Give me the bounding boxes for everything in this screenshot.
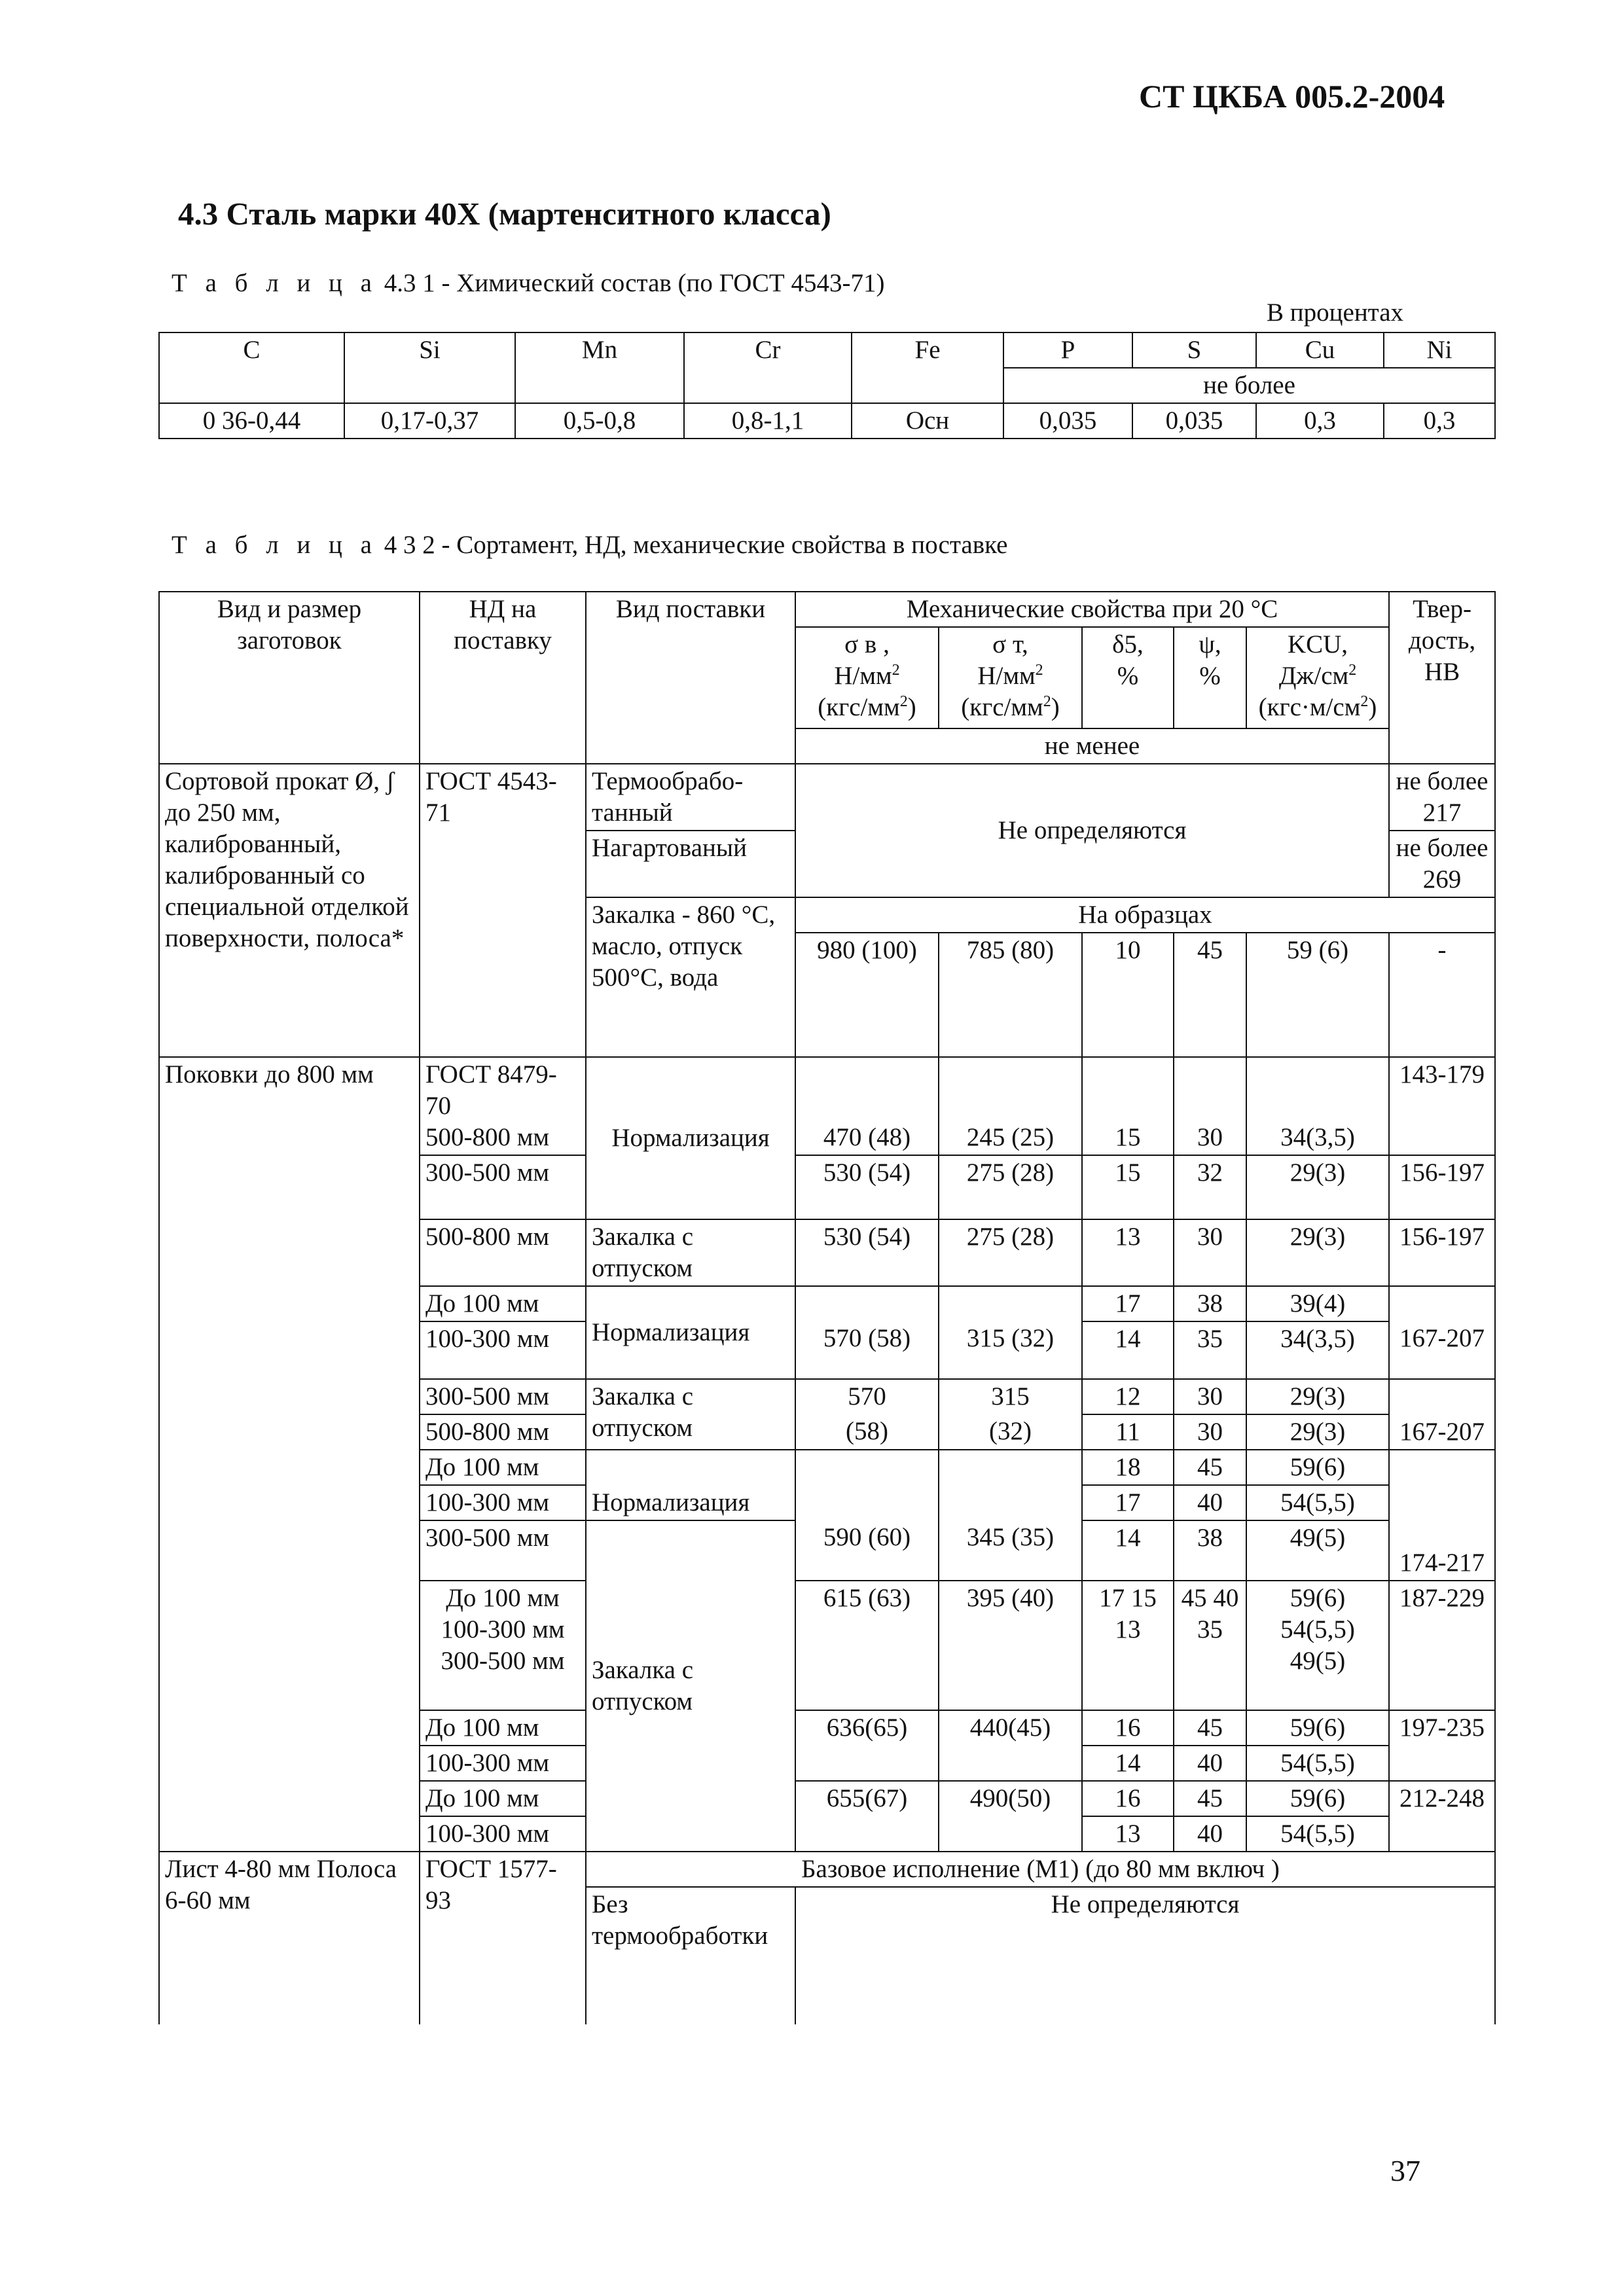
g2-cell: 59(6) [1246, 1710, 1389, 1746]
g2-size: До 100 мм [420, 1450, 586, 1485]
g2-cell: 13 [1082, 1219, 1174, 1286]
t1-header-fe: Fe [852, 332, 1003, 403]
g2-cell [1389, 1746, 1495, 1781]
g2-cell: 167-207 [1389, 1321, 1495, 1379]
t1-limit-label: не более [1003, 368, 1495, 403]
g2-cell: 14 [1082, 1321, 1174, 1379]
g2-cell: 45 40 35 [1174, 1581, 1246, 1710]
g2-size: 500-800 мм [420, 1414, 586, 1450]
table2-caption-prefix: Т а б л и ц а [171, 531, 378, 559]
g2-cell: 17 [1082, 1485, 1174, 1520]
g2-size: 300-500 мм [420, 1155, 586, 1219]
g2-cell: 54(5,5) [1246, 1746, 1389, 1781]
g2-cell: 395 (40) [939, 1581, 1082, 1710]
g2-cell: 615 (63) [795, 1581, 939, 1710]
g2-cell: 29(3) [1246, 1414, 1389, 1450]
g2-cell [939, 1450, 1082, 1485]
g1-hb-heat: не более 217 [1389, 764, 1495, 831]
g2-cell: 245 (25) [939, 1057, 1082, 1155]
chemical-composition-table [158, 332, 1496, 439]
g1-sigma-t: 785 (80) [939, 933, 1082, 1057]
t2-header-supply: Вид поставки [586, 592, 795, 764]
g2-cell: 29(3) [1246, 1155, 1389, 1219]
table1-caption [171, 268, 884, 298]
g2-cell: 29(3) [1246, 1219, 1389, 1286]
g2-supply-3: Нормализация [586, 1286, 795, 1379]
t1-value-p: 0,035 [1003, 403, 1132, 439]
table-row [159, 403, 1495, 439]
g2-cell: 45 [1174, 1781, 1246, 1816]
g2-cell: 39(4) [1246, 1286, 1389, 1321]
t1-value-mn: 0,5-0,8 [515, 403, 684, 439]
g2-nd-r0 [420, 1057, 586, 1155]
t1-value-cr: 0,8-1,1 [684, 403, 852, 439]
g2-cell: 174-217 [1389, 1520, 1495, 1581]
g2-cell: 470 (48) [795, 1057, 939, 1155]
g2-cell: 14 [1082, 1746, 1174, 1781]
g2-cell: 30 [1174, 1057, 1246, 1155]
g2-cell: 18 [1082, 1450, 1174, 1485]
table1-caption-prefix: Т а б л и ц а [171, 269, 378, 297]
g2-size: 100-300 мм [420, 1746, 586, 1781]
t1-value-cu: 0,3 [1256, 403, 1384, 439]
t2-min-label: не менее [795, 728, 1389, 764]
g2-cell: 45 [1174, 1710, 1246, 1746]
g2-supply-6: Закалка с отпуском [586, 1520, 795, 1852]
g1-hb-cold: не более 269 [1389, 831, 1495, 897]
g1-on-samples: На образцах [795, 897, 1495, 933]
t2-header-sigma-t: σ т, $Н/мм^2$ $(кгс/мм^2)$ [939, 627, 1082, 728]
psi-unit: % [1199, 662, 1221, 690]
t2-header-mech: Механические свойства при 20 °С [795, 592, 1389, 627]
g2-cell: 59(6) 54(5,5) 49(5) [1246, 1581, 1389, 1710]
g2-size: 100-300 мм [420, 1816, 586, 1852]
g3-base: Базовое исполнение (М1) (до 80 мм включ ) [586, 1852, 1495, 1887]
g2-size: До 100 мм [420, 1286, 586, 1321]
g2-nd-head: ГОСТ 8479-70 [425, 1060, 557, 1120]
t1-header-mn: Mn [515, 332, 684, 403]
g2-cell: 590 (60) [795, 1520, 939, 1581]
g2-cell: 143-179 [1389, 1057, 1495, 1155]
g2-cell: 35 [1174, 1321, 1246, 1379]
g1-kind: Сортовой прокат Ø, ʃ до 250 мм, калиброванный, калиброванный со специальной отделкой поверхности, полоса* [159, 764, 420, 1057]
section-title: 4.3 Сталь марки 40Х (мартенситного класса) [178, 196, 831, 232]
g2-cell: 17 15 13 [1082, 1581, 1174, 1710]
t2-header-nd: НД на поставку [420, 592, 586, 764]
t2-header-delta [1082, 627, 1174, 728]
t2-header-hardness: Твер-дость, НВ [1389, 592, 1495, 764]
mechanical-properties-table [158, 591, 1496, 2024]
g1-sigma-b: 980 (100) [795, 933, 939, 1057]
g2-cell: 59(6) [1246, 1450, 1389, 1485]
g1-supply-cold: Нагартованый [586, 831, 795, 897]
g2-cell: 570 (58) [795, 1321, 939, 1379]
g2-cell: 34(3,5) [1246, 1057, 1389, 1155]
g2-cell: 11 [1082, 1414, 1174, 1450]
g2-supply-1: Нормализация [586, 1057, 795, 1219]
kcu-unit-kgs: (кгс·м/см [1258, 693, 1361, 721]
g2-cell: 34(3,5) [1246, 1321, 1389, 1379]
g2-size: До 100 мм [420, 1710, 586, 1746]
g2-cell: 29(3) [1246, 1379, 1389, 1414]
g2-cell [795, 1816, 939, 1852]
sigma-t-label: σ т, [992, 630, 1028, 658]
g2-supply-2: Закалка с отпуском [586, 1219, 795, 1286]
table1-unit-note: В процентах [1267, 298, 1404, 327]
g2-cell: 59(6) [1246, 1781, 1389, 1816]
t1-header-s: S [1132, 332, 1256, 368]
g2-cell [939, 1485, 1082, 1520]
t1-value-si: 0,17-0,37 [344, 403, 515, 439]
g2-cell: 345 (35) [939, 1520, 1082, 1581]
g2-cell: 636(65) [795, 1710, 939, 1746]
t1-value-c: 0 36-0,44 [159, 403, 344, 439]
standard-code: СТ ЦКБА 005.2-2004 [1139, 78, 1445, 115]
kcu-unit: Дж/см [1278, 662, 1349, 690]
g2-cell: 275 (28) [939, 1219, 1082, 1286]
g2-size: До 100 мм 100-300 мм 300-500 мм [420, 1581, 586, 1710]
g2-cell [795, 1286, 939, 1321]
g2-cell: 32 [1174, 1155, 1246, 1219]
t1-header-ni: Ni [1384, 332, 1495, 368]
g2-cell: 38 [1174, 1286, 1246, 1321]
g2-cell: 38 [1174, 1520, 1246, 1581]
t1-header-si: Si [344, 332, 515, 403]
g1-psi: 45 [1174, 933, 1246, 1057]
g2-size: 500-800 мм [420, 1219, 586, 1286]
g2-cell: 30 [1174, 1414, 1246, 1450]
g2-cell: 275 (28) [939, 1155, 1082, 1219]
g2-cell: 530 (54) [795, 1219, 939, 1286]
g2-cell: 315 (32) [939, 1321, 1082, 1379]
g2-cell: (58) [795, 1414, 939, 1450]
g2-cell: 212-248 [1389, 1781, 1495, 1816]
g2-cell: 40 [1174, 1746, 1246, 1781]
g2-cell: 156-197 [1389, 1219, 1495, 1286]
t2-header-kcu: KCU, $Дж/см^2$ $(кгс\cdot м/см^2)$ [1246, 627, 1389, 728]
g2-cell: 15 [1082, 1057, 1174, 1155]
g2-size: 100-300 мм [420, 1321, 586, 1379]
g2-cell: (32) [939, 1414, 1082, 1450]
g3-not-defined: Не определяются [795, 1887, 1495, 2024]
g2-cell: 30 [1174, 1379, 1246, 1414]
sigma-b-unit: Н/мм [834, 662, 892, 690]
g2-size: 100-300 мм [420, 1485, 586, 1520]
sigma-t-unit-kgs: (кгс/мм [961, 693, 1043, 721]
g2-cell: 167-207 [1389, 1414, 1495, 1450]
t2-header-kind: Вид и размер заготовок [159, 592, 420, 764]
g2-cell: 45 [1174, 1450, 1246, 1485]
t1-header-p: P [1003, 332, 1132, 368]
g2-cell [795, 1450, 939, 1485]
sigma-b-label: σ в , [844, 630, 890, 658]
g2-cell: 49(5) [1246, 1520, 1389, 1581]
page-number: 37 [1390, 2154, 1420, 2187]
g2-size: 300-500 мм [420, 1520, 586, 1581]
t1-header-c: C [159, 332, 344, 403]
g2-cell: 530 (54) [795, 1155, 939, 1219]
g2-cell: 440(45) [939, 1710, 1082, 1746]
g2-cell: 15 [1082, 1155, 1174, 1219]
g2-cell: 12 [1082, 1379, 1174, 1414]
g2-cell [939, 1286, 1082, 1321]
sigma-t-unit: Н/мм [977, 662, 1036, 690]
g2-cell: 40 [1174, 1485, 1246, 1520]
g2-cell: 14 [1082, 1520, 1174, 1581]
t1-value-s: 0,035 [1132, 403, 1256, 439]
table2-caption-text: 4 3 2 - Сортамент, НД, механические свойства в поставке [384, 531, 1008, 559]
g3-nd: ГОСТ 1577-93 [420, 1852, 586, 2024]
g1-nd: ГОСТ 4543-71 [420, 764, 586, 1057]
g2-kind: Поковки до 800 мм [159, 1057, 420, 1852]
g1-delta: 10 [1082, 933, 1174, 1057]
g2-cell [1389, 1379, 1495, 1414]
g2-cell [1389, 1450, 1495, 1485]
sigma-b-unit-kgs: (кгс/мм [818, 693, 900, 721]
g2-cell: 187-229 [1389, 1581, 1495, 1710]
t1-header-cu: Cu [1256, 332, 1384, 368]
g2-cell: 40 [1174, 1816, 1246, 1852]
g2-cell: 16 [1082, 1781, 1174, 1816]
delta-unit: % [1117, 662, 1139, 690]
t1-value-fe: Осн [852, 403, 1003, 439]
g3-supply: Без термообработки [586, 1887, 795, 2024]
g2-size: 300-500 мм [420, 1379, 586, 1414]
g2-cell: 54(5,5) [1246, 1816, 1389, 1852]
g2-cell: 315 [939, 1379, 1082, 1414]
g2-cell: 54(5,5) [1246, 1485, 1389, 1520]
g1-not-defined: Не определяются [795, 764, 1389, 897]
table2-caption [171, 530, 1007, 560]
g2-cell [1389, 1816, 1495, 1852]
g1-kcu: 59 (6) [1246, 933, 1389, 1057]
g2-cell: 490(50) [939, 1781, 1082, 1816]
g2-cell: 30 [1174, 1219, 1246, 1286]
g2-supply-5: Нормализация [586, 1450, 795, 1520]
t2-header-psi [1174, 627, 1246, 728]
delta-label: δ5, [1112, 630, 1144, 658]
g2-cell: 570 [795, 1379, 939, 1414]
g2-cell: 17 [1082, 1286, 1174, 1321]
g2-size: 500-800 мм [425, 1123, 550, 1151]
g2-cell [795, 1746, 939, 1781]
g2-cell: 655(67) [795, 1781, 939, 1816]
t1-header-cr: Cr [684, 332, 852, 403]
g2-supply-4: Закалка с отпуском [586, 1379, 795, 1450]
g2-cell [1389, 1286, 1495, 1321]
g3-kind: Лист 4-80 мм Полоса 6-60 мм [159, 1852, 420, 2024]
g1-supply-heat: Термообрабо-танный [586, 764, 795, 831]
g2-cell: 156-197 [1389, 1155, 1495, 1219]
table1-caption-text: 4.3 1 - Химический состав (по ГОСТ 4543-71) [384, 269, 885, 297]
t1-value-ni: 0,3 [1384, 403, 1495, 439]
t2-header-sigma-b: σ в , $Н/мм^2$ $(кгс/мм^2)$ [795, 627, 939, 728]
g2-cell [939, 1746, 1082, 1781]
g1-hb: - [1389, 933, 1495, 1057]
kcu-label: KCU, [1287, 630, 1348, 658]
g2-cell [1389, 1485, 1495, 1520]
g2-size: До 100 мм [420, 1781, 586, 1816]
g2-cell: 13 [1082, 1816, 1174, 1852]
table-row [159, 1057, 1495, 1155]
g2-cell: 197-235 [1389, 1710, 1495, 1746]
g2-cell: 16 [1082, 1710, 1174, 1746]
g2-cell [939, 1816, 1082, 1852]
g1-quench: Закалка - 860 °С, масло, отпуск 500°С, вода [586, 897, 795, 1057]
g2-cell [795, 1485, 939, 1520]
psi-label: ψ, [1199, 630, 1221, 658]
